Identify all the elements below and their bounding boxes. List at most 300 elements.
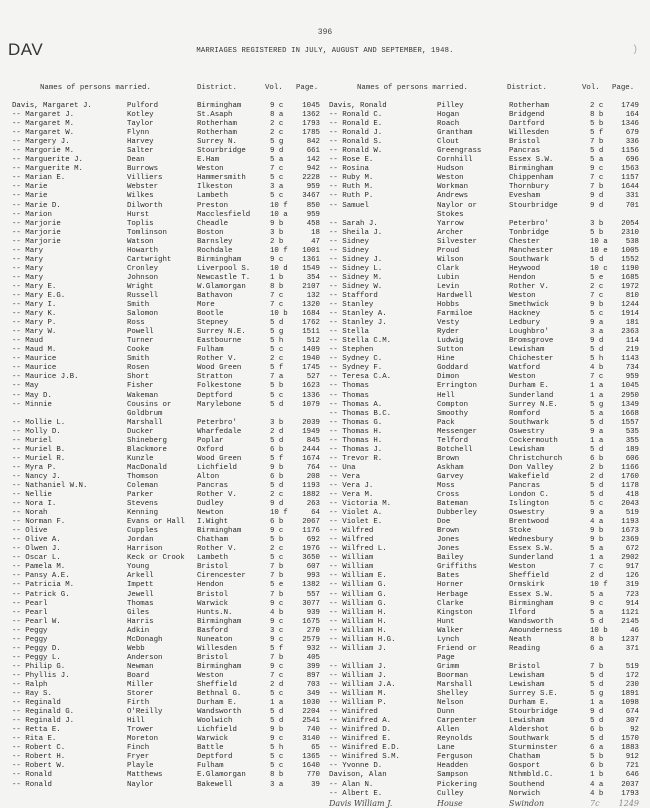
person-name: -- Mary K. xyxy=(12,310,57,319)
district: Christchurch xyxy=(509,454,563,463)
spouse-name: Horner xyxy=(437,581,464,590)
person-name: -- Philip G. xyxy=(12,662,66,671)
table-row xyxy=(329,319,649,328)
page-ref: 696 xyxy=(625,156,639,165)
spouse-name: O'Reilly xyxy=(127,708,163,717)
volume: 10 a xyxy=(590,237,608,246)
district: Lambeth xyxy=(197,554,229,563)
page-ref: 2054 xyxy=(621,219,639,228)
spouse-name: Cronley xyxy=(127,264,159,273)
volume: 10 f xyxy=(270,509,288,518)
page-ref: 349 xyxy=(306,690,320,699)
person-name: -- Marie xyxy=(12,192,48,201)
table-row xyxy=(329,500,649,509)
district: Evesham xyxy=(509,192,541,201)
person-name: Davison, Alan xyxy=(329,771,387,780)
person-name: -- Margorie M. xyxy=(12,147,75,156)
table-row xyxy=(12,735,332,744)
volume: 2 c xyxy=(270,545,284,554)
person-name: -- Stanley xyxy=(329,301,374,310)
person-name: -- Margaret J. xyxy=(12,111,75,120)
person-name: -- William xyxy=(329,563,374,572)
page-ref: 770 xyxy=(306,771,320,780)
person-name: -- Stella xyxy=(329,328,369,337)
spouse-name: Smith xyxy=(127,301,150,310)
volume: 9 c xyxy=(590,165,604,174)
spouse-name: Giles xyxy=(127,608,150,617)
volume: 9 b xyxy=(590,536,604,545)
district: Durham E. xyxy=(509,699,549,708)
district: Bristol xyxy=(197,563,229,572)
person-name: -- Thomas A. xyxy=(329,400,383,409)
district: Lewisham xyxy=(509,346,545,355)
person-name: -- Mary xyxy=(12,264,44,273)
page-ref: 1673 xyxy=(621,527,639,536)
spouse-name: Farmiloe xyxy=(437,310,473,319)
district: Birmingham xyxy=(197,527,242,536)
spouse-name: Keck or Crook xyxy=(127,554,185,563)
table-row xyxy=(12,771,332,780)
spouse-name: Webster xyxy=(127,183,159,192)
person-name: -- Sidney L. xyxy=(329,264,383,273)
spouse-name: Harris xyxy=(127,617,154,626)
left-column xyxy=(12,84,332,789)
table-row xyxy=(12,500,332,509)
volume: 7 c xyxy=(590,291,604,300)
district: Surrey N.E. xyxy=(197,328,246,337)
person-name: -- Vera M. xyxy=(329,491,374,500)
page-ref: 1793 xyxy=(302,120,320,129)
header-vol: Vol. xyxy=(582,84,600,92)
spouse-name: Telford xyxy=(437,436,469,445)
table-row xyxy=(12,174,332,183)
page-ref: 917 xyxy=(625,563,639,572)
page-number: 396 xyxy=(317,28,333,37)
page-ref: 2902 xyxy=(621,554,639,563)
person-name: -- Robert C. xyxy=(12,744,66,753)
person-name: -- Olive xyxy=(12,527,48,536)
volume: 1 a xyxy=(590,554,604,563)
table-row xyxy=(329,572,649,581)
person-name: -- Sydney C. xyxy=(329,355,383,364)
table-row xyxy=(329,428,649,437)
person-name: -- Ruth M. xyxy=(329,183,374,192)
spouse-name: Bates xyxy=(437,572,460,581)
spouse-name: Ludwig xyxy=(437,337,464,346)
table-row xyxy=(329,509,649,518)
district: Swindon xyxy=(509,798,545,808)
district: Chatham xyxy=(509,753,541,762)
page-ref: 319 xyxy=(625,581,639,590)
page-ref: 399 xyxy=(306,662,320,671)
page-ref: 1045 xyxy=(621,382,639,391)
person-name: -- May xyxy=(12,382,39,391)
spouse-name: Clout xyxy=(437,138,460,147)
table-row xyxy=(329,591,649,600)
table-row xyxy=(12,102,332,111)
page-ref: 912 xyxy=(625,753,639,762)
district: Oxford xyxy=(197,445,224,454)
table-row xyxy=(12,654,332,663)
volume: 7 b xyxy=(270,572,284,581)
table-row xyxy=(329,518,649,527)
person-name: -- Samuel xyxy=(329,201,369,210)
table-row xyxy=(12,165,332,174)
page-ref: 1644 xyxy=(621,183,639,192)
volume: 4 b xyxy=(590,789,604,798)
table-row xyxy=(12,744,332,753)
district: Alton xyxy=(197,472,220,481)
header-district: District. xyxy=(507,84,547,92)
spouse-name: Hunt xyxy=(437,617,455,626)
district: Birmingham xyxy=(509,165,554,174)
page-ref: 65 xyxy=(311,744,320,753)
district: Essex S.W. xyxy=(509,545,554,554)
district: Birmingham xyxy=(197,255,242,264)
volume: 5 c xyxy=(590,500,604,509)
page-ref: 740 xyxy=(306,726,320,735)
spouse-name: Garvey xyxy=(437,472,464,481)
page-ref: 1178 xyxy=(621,481,639,490)
spouse-name: Bailey xyxy=(437,554,464,563)
spouse-name: Dilworth xyxy=(127,201,163,210)
table-row xyxy=(329,473,649,482)
table-row xyxy=(329,419,649,428)
district: More xyxy=(197,301,215,310)
spouse-name: Smoothy xyxy=(437,409,469,418)
page-ref: 959 xyxy=(625,373,639,382)
page-ref: 1409 xyxy=(302,346,320,355)
spouse-name: Lubin xyxy=(437,273,460,282)
spouse-name: Cartwright xyxy=(127,255,172,264)
district: Southwark xyxy=(509,255,549,264)
person-name: -- Pamela M. xyxy=(12,563,66,572)
spouse-name: Ryder xyxy=(437,328,460,337)
district: Newton xyxy=(197,509,224,518)
district: Chester xyxy=(509,237,541,246)
volume: 5 d xyxy=(270,319,284,328)
spouse-name: Salter xyxy=(127,147,154,156)
district: Ilford xyxy=(509,608,536,617)
page-ref: 1675 xyxy=(302,617,320,626)
volume: 5 a xyxy=(590,590,604,599)
person-name: -- Mary xyxy=(12,273,44,282)
volume: 5 f xyxy=(270,644,284,653)
volume: 5 d xyxy=(270,400,284,409)
person-name: -- Ronald C. xyxy=(329,111,383,120)
table-row xyxy=(329,301,649,310)
table-row xyxy=(329,491,649,500)
person-name: -- Nathaniel W.N. xyxy=(12,481,88,490)
person-name: -- William H. xyxy=(329,608,387,617)
page-ref: 2228 xyxy=(302,174,320,183)
page-ref: 1336 xyxy=(302,391,320,400)
page-ref: 1914 xyxy=(621,310,639,319)
volume: 9 c xyxy=(270,255,284,264)
volume: 7 a xyxy=(270,373,284,382)
spouse-name: Dimon xyxy=(437,373,460,382)
spouse-name: Culley xyxy=(437,789,464,798)
spouse-name: Cousins or Goldbrum xyxy=(127,400,172,418)
volume: 7 c xyxy=(590,563,604,572)
spouse-name: Firth xyxy=(127,699,150,708)
volume: 10 d xyxy=(270,264,288,273)
district: Fulham xyxy=(197,762,224,771)
district: Rochdale xyxy=(197,246,233,255)
page-ref: 2145 xyxy=(621,617,639,626)
table-row xyxy=(12,545,332,554)
district: Birmingham xyxy=(197,617,242,626)
page-ref: 2204 xyxy=(302,708,320,717)
table-row xyxy=(329,229,649,238)
page-ref: 1745 xyxy=(302,364,320,373)
person-name: -- Thomas H. xyxy=(329,436,383,445)
spouse-name: Clarke xyxy=(437,599,464,608)
table-row xyxy=(12,211,332,220)
district: Poplar xyxy=(197,436,224,445)
volume: 9 d xyxy=(590,708,604,717)
spouse-name: Marshall xyxy=(437,681,473,689)
volume: 2 c xyxy=(270,491,284,500)
volume: 5 a xyxy=(590,608,604,617)
spouse-name: Hell xyxy=(437,391,455,400)
table-row xyxy=(12,337,332,346)
volume: 1 a xyxy=(590,699,604,708)
volume: 7 c xyxy=(270,301,284,310)
spouse-name: Cooke xyxy=(127,346,150,355)
table-row xyxy=(12,192,332,201)
page-ref: 1156 xyxy=(621,147,639,156)
district: Smethwick xyxy=(509,301,549,310)
page-ref: 1976 xyxy=(302,545,320,554)
district: Stepney xyxy=(197,319,229,328)
spouse-name: Coleman xyxy=(127,481,159,490)
page-ref: 734 xyxy=(625,364,639,373)
spouse-name: Hill xyxy=(127,717,145,726)
volume: 6 b xyxy=(590,762,604,771)
volume: 5 d xyxy=(590,617,604,626)
district: Woolwich xyxy=(197,717,233,726)
person-name: -- Oscar L. xyxy=(12,554,61,563)
person-name: -- Stanley A. xyxy=(329,310,387,319)
district: Rother V. xyxy=(197,355,237,364)
person-name: -- Winifred S.M. xyxy=(329,753,400,762)
entry-list xyxy=(12,102,332,790)
page-ref: 2043 xyxy=(621,500,639,509)
table-row xyxy=(12,437,332,446)
volume: 5 d xyxy=(590,717,604,726)
volume: 5 h xyxy=(270,337,284,346)
district: Pancras xyxy=(509,147,541,156)
page-ref: 674 xyxy=(625,708,639,717)
page-ref: 723 xyxy=(625,590,639,599)
person-name: -- Ronald W. xyxy=(329,147,383,156)
table-row xyxy=(12,310,332,319)
district: Tonbridge xyxy=(509,228,549,237)
table-row xyxy=(12,428,332,437)
page-ref: 2107 xyxy=(302,282,320,291)
page-ref: 1005 xyxy=(621,246,639,255)
volume: 10 e xyxy=(590,246,608,255)
spouse-name: Doe xyxy=(437,518,451,527)
person-name: -- Ralph xyxy=(12,681,48,689)
table-row xyxy=(329,192,649,201)
page-ref: 1684 xyxy=(302,310,320,319)
table-row xyxy=(12,491,332,500)
page-ref: 3077 xyxy=(302,599,320,608)
page-ref: 850 xyxy=(306,201,320,210)
district: Ilkeston xyxy=(197,183,233,192)
district: Oswestry xyxy=(509,427,545,436)
table-row xyxy=(329,762,649,771)
page-ref: 1949 xyxy=(302,427,320,436)
table-row xyxy=(329,238,649,247)
spouse-name: Arkell xyxy=(127,572,154,581)
spouse-name: Wakeman xyxy=(127,391,159,400)
person-name: -- Ronald xyxy=(12,780,52,789)
volume: 9 c xyxy=(270,527,284,536)
spouse-name: Weston xyxy=(437,174,464,183)
page-ref: 1891 xyxy=(621,690,639,699)
page-ref: 1563 xyxy=(621,165,639,174)
volume: 5 d xyxy=(590,147,604,156)
district: Dartford xyxy=(509,120,545,129)
volume: 5 d xyxy=(270,717,284,726)
person-name: -- Una xyxy=(329,463,356,472)
page-ref: 1557 xyxy=(621,418,639,427)
volume: 5 h xyxy=(270,744,284,753)
entry-list xyxy=(329,102,649,808)
volume: 3 b xyxy=(270,418,284,427)
district: Islington xyxy=(509,500,549,509)
district: Essex S.W. xyxy=(509,156,554,165)
person-name: -- Ronald xyxy=(12,771,52,780)
page-ref: 126 xyxy=(625,572,639,581)
page-ref: 172 xyxy=(625,671,639,680)
spouse-name: Hobbs xyxy=(437,301,460,310)
page-ref: 230 xyxy=(625,681,639,689)
district: Bristol xyxy=(197,653,229,662)
district: Dudley xyxy=(197,500,224,509)
person-name: -- Marjorie xyxy=(12,219,61,228)
spouse-name: Anderson xyxy=(127,653,163,662)
spouse-name: Reynolds xyxy=(437,735,473,744)
page-ref: 189 xyxy=(625,445,639,454)
page-ref: 606 xyxy=(625,454,639,463)
district: Amounderness xyxy=(509,626,563,635)
volume: 3 a xyxy=(590,328,604,337)
district: Sunderland xyxy=(509,554,554,563)
table-row xyxy=(12,518,332,527)
volume: 5 c xyxy=(270,753,284,762)
person-name: -- Marian E. xyxy=(12,174,66,183)
table-row xyxy=(12,690,332,699)
table-row xyxy=(329,129,649,138)
page-ref: 672 xyxy=(625,545,639,554)
person-name: -- Norman F. xyxy=(12,518,66,527)
person-name: -- Sidney M. xyxy=(329,273,383,282)
page-ref: 607 xyxy=(306,563,320,572)
volume: 6 b xyxy=(270,445,284,454)
spouse-name: Webb xyxy=(127,644,145,653)
person-name: -- Marguerite M. xyxy=(12,165,83,174)
person-name: -- Peggy L. xyxy=(12,653,61,662)
district: Lichfield xyxy=(197,463,237,472)
page-ref: 46 xyxy=(630,626,639,635)
person-name: -- Mary I. xyxy=(12,301,57,310)
table-row xyxy=(12,419,332,428)
district: Hendon xyxy=(197,581,224,590)
district: Ormskirk xyxy=(509,581,545,590)
spouse-name: Fryer xyxy=(127,753,150,762)
volume: 8 b xyxy=(590,635,604,644)
district: Norwich xyxy=(509,789,541,798)
table-row xyxy=(329,265,649,274)
volume: 5 c xyxy=(590,310,604,319)
page-ref: 1045 xyxy=(302,102,320,110)
table-row xyxy=(12,274,332,283)
volume: 5 d xyxy=(270,481,284,490)
volume: 2 c xyxy=(270,355,284,364)
person-name: -- Margaret W. xyxy=(12,129,75,138)
district: Liverpool S. xyxy=(197,264,251,273)
volume: 2 c xyxy=(270,120,284,129)
table-row xyxy=(12,292,332,301)
page-ref: 1079 xyxy=(302,400,320,409)
district: Deptford xyxy=(197,753,233,762)
volume: 9 c xyxy=(270,735,284,744)
spouse-name: Ferguson xyxy=(437,753,473,762)
district: Wood Green xyxy=(197,454,242,463)
person-name: -- Olwen J. xyxy=(12,545,61,554)
table-row xyxy=(329,247,649,256)
page-ref: 692 xyxy=(306,536,320,545)
spouse-name: Hurst xyxy=(127,210,150,219)
table-row xyxy=(329,726,649,735)
spouse-name: Fisher xyxy=(127,382,154,391)
page-ref: 270 xyxy=(306,626,320,635)
district: Don Valley xyxy=(509,463,554,472)
spouse-name: Playle xyxy=(127,762,154,771)
page-ref: 307 xyxy=(625,717,639,726)
person-name: -- William J. xyxy=(329,671,387,680)
district: Chatham xyxy=(197,536,229,545)
person-name: -- Winifred A. xyxy=(329,717,392,726)
person-name: -- Margery J. xyxy=(12,138,70,147)
district: Basford xyxy=(197,626,229,635)
spouse-name: Ross xyxy=(127,319,145,328)
table-row xyxy=(12,591,332,600)
table-row xyxy=(12,147,332,156)
spouse-name: Miller xyxy=(127,681,154,689)
spouse-name: Kingston xyxy=(437,608,473,617)
district: Wednesbury xyxy=(509,536,554,545)
table-row xyxy=(329,545,649,554)
page-ref: 3650 xyxy=(302,554,320,563)
person-name: -- Robert H. xyxy=(12,753,66,762)
page-title: MARRIAGES REGISTERED IN JULY, AUGUST AND SEPTEMBER, 1948. xyxy=(196,47,454,55)
volume: 5 d xyxy=(590,418,604,427)
spouse-name: Greengrass xyxy=(437,147,482,156)
volume: 9 c xyxy=(270,662,284,671)
person-name: -- Sidney xyxy=(329,237,369,246)
volume: 6 b xyxy=(590,454,604,463)
district: Wood Green xyxy=(197,364,242,373)
volume: 1 b xyxy=(270,273,284,282)
page-ref: 1972 xyxy=(621,282,639,291)
person-name: -- Minnie xyxy=(12,400,52,409)
district: Fulham xyxy=(197,346,224,355)
